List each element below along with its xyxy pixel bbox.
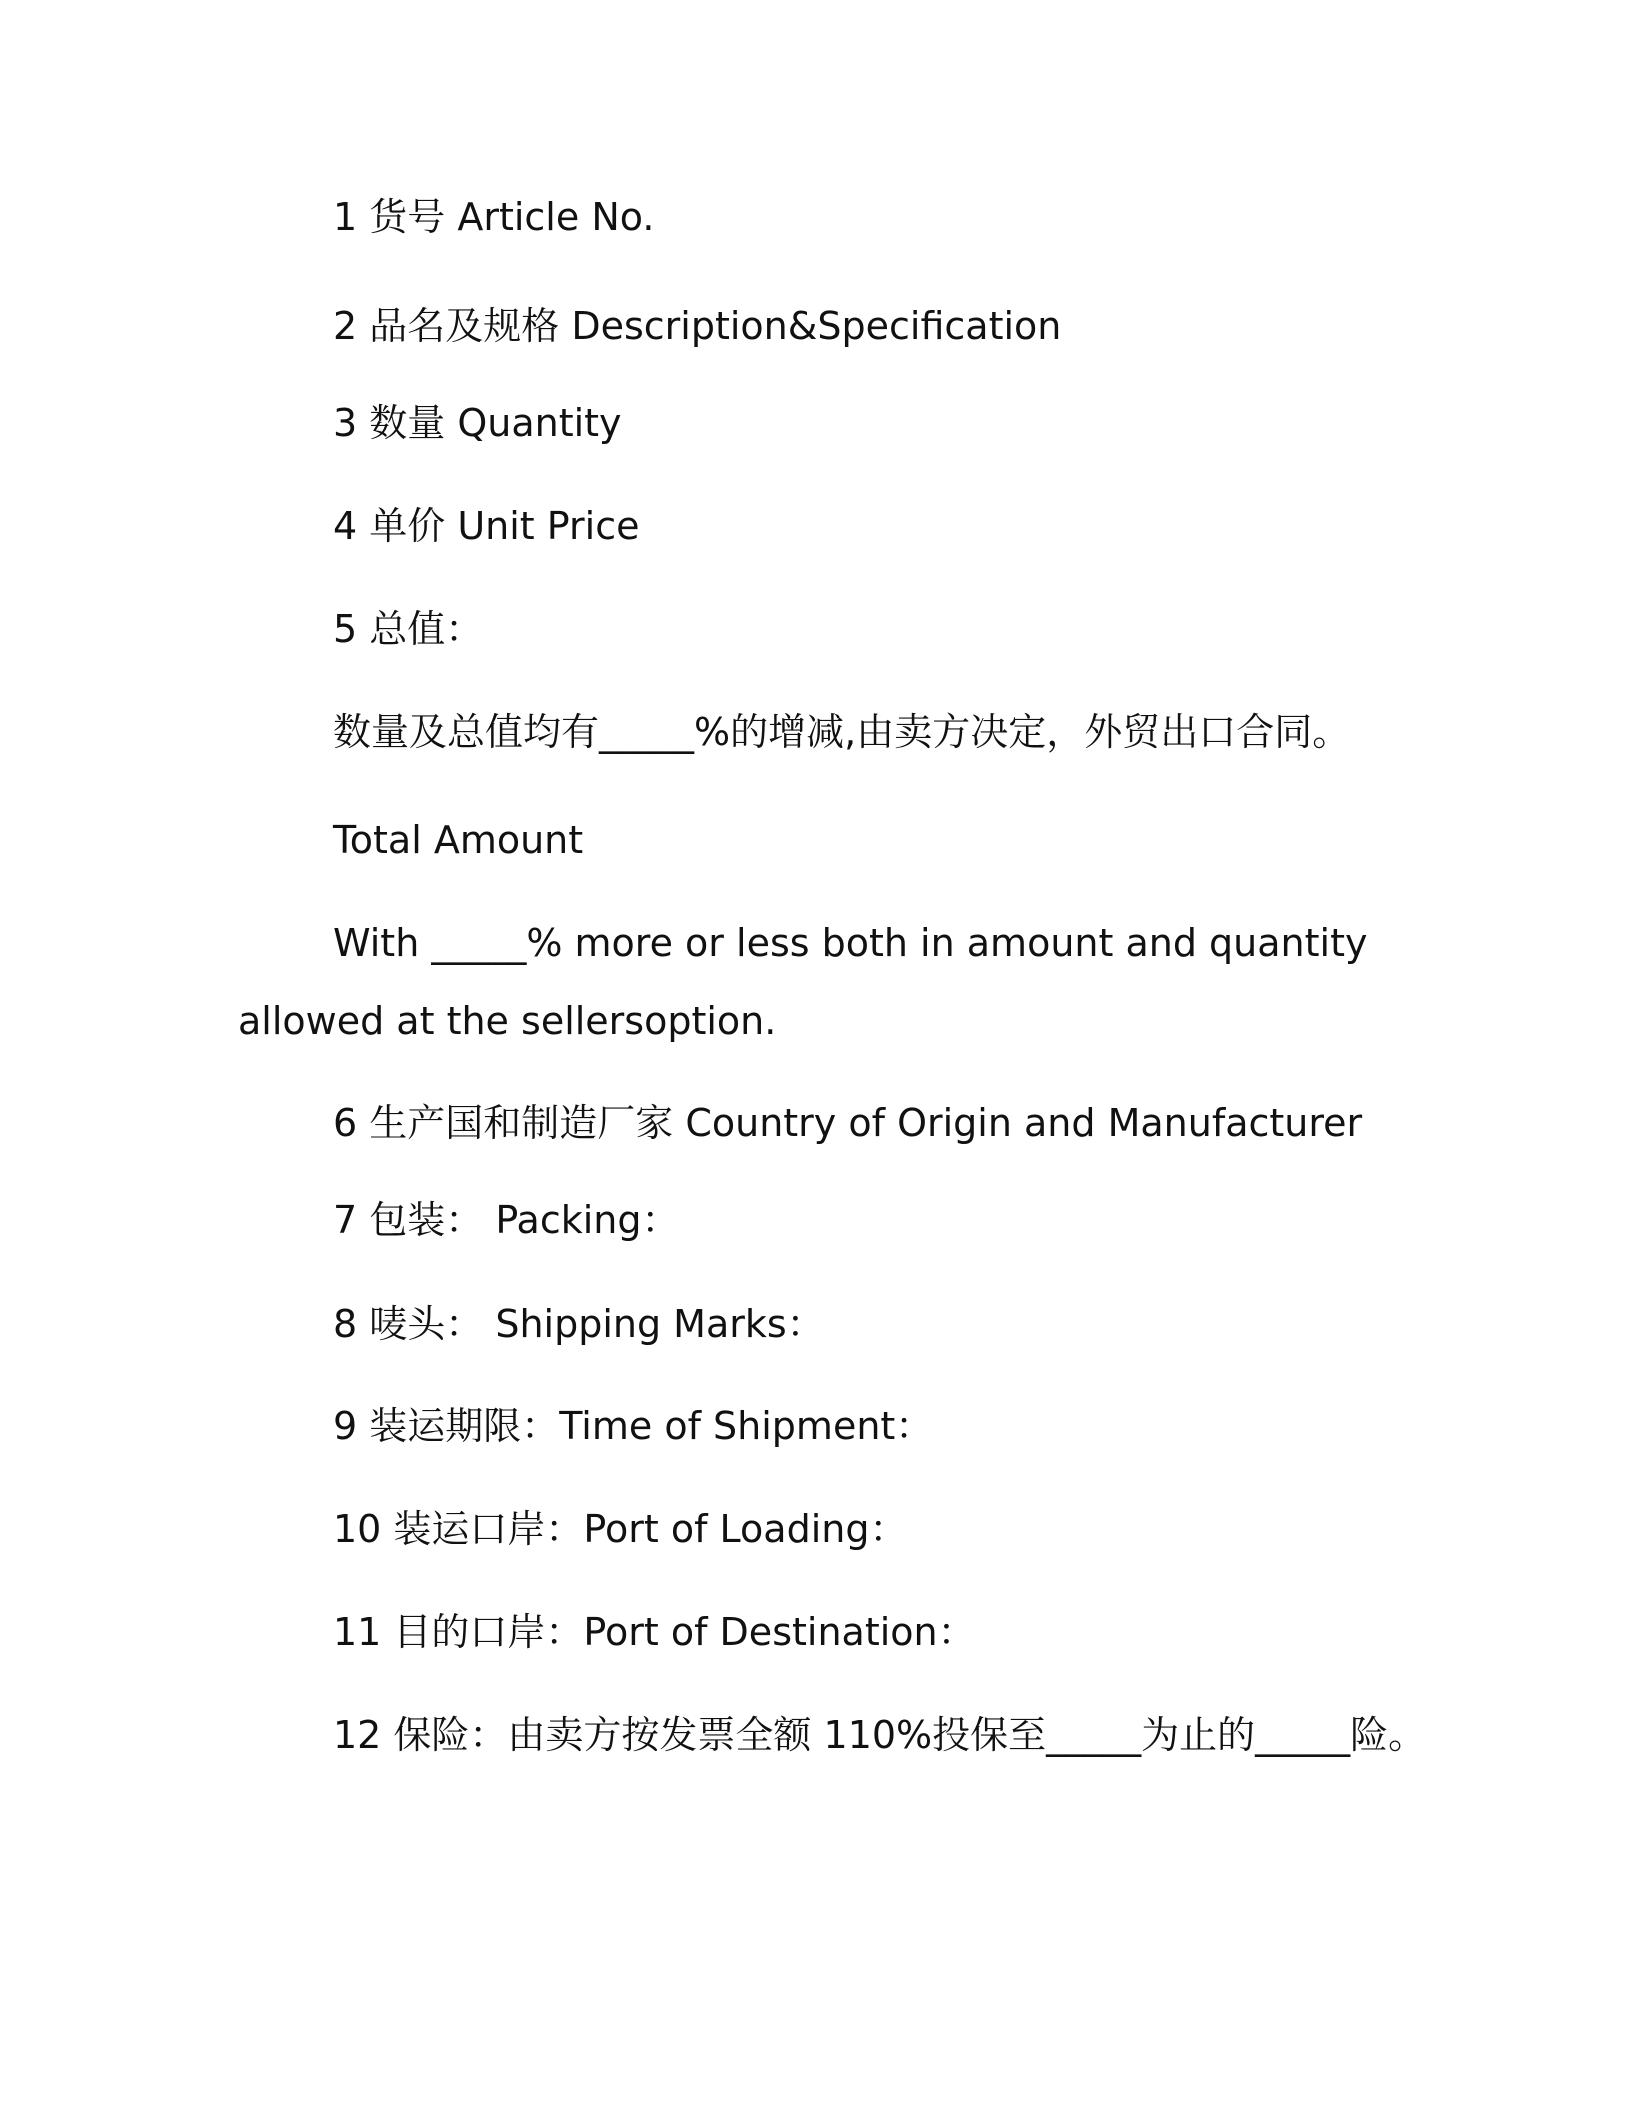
item-article-no: 1 货号 Article No. (333, 195, 655, 239)
item-description-specification: 2 品名及规格 Description&Specification (333, 304, 1062, 348)
item-total-value: 5 总值： (333, 607, 484, 651)
item-unit-price: 4 单价 Unit Price (333, 504, 640, 548)
item-port-of-loading: 10 装运口岸：Port of Loading： (333, 1507, 908, 1551)
total-value-tolerance-cn: 数量及总值均有_____%的增减,由卖方决定，外贸出口合同。 (333, 710, 1351, 754)
total-amount-heading: Total Amount (333, 818, 584, 862)
item-time-of-shipment: 9 装运期限：Time of Shipment： (333, 1404, 934, 1448)
tolerance-en-line-1: With _____% more or less both in amount and quantity (333, 921, 1368, 965)
item-insurance: 12 保险：由卖方按发票全额 110%投保至_____为止的_____险。 (333, 1713, 1427, 1757)
item-port-of-destination: 11 目的口岸：Port of Destination： (333, 1610, 976, 1654)
item-shipping-marks: 8 唛头： Shipping Marks： (333, 1302, 825, 1346)
tolerance-en-line-2: allowed at the sellersoption. (238, 999, 777, 1043)
item-quantity: 3 数量 Quantity (333, 401, 622, 445)
item-packing: 7 包装： Packing： (333, 1198, 680, 1242)
item-origin-manufacturer: 6 生产国和制造厂家 Country of Origin and Manufacturer (333, 1101, 1363, 1145)
